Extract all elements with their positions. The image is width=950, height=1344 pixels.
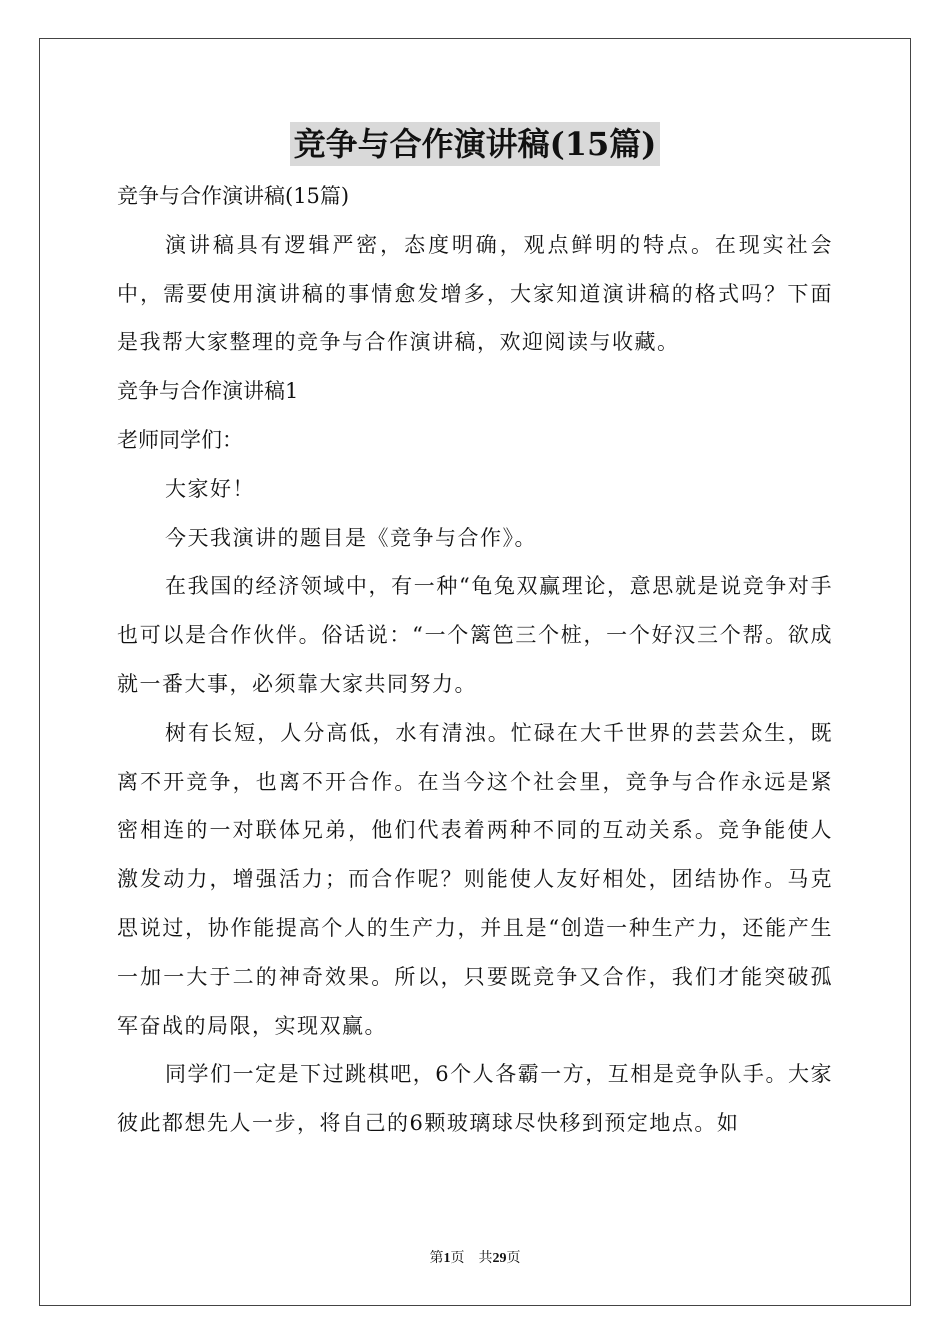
page-footer — [0, 1247, 950, 1267]
document-subtitle: 竞争与合作演讲稿(15篇) — [117, 184, 350, 208]
greeting: 大家好！ — [165, 476, 255, 501]
paragraph-3: 树有长短，人分高低，水有清浊。忙碌在大千世界的芸芸众生，既离不开竞争，也离不开合作。在当今这个社会里，竞争与合作永远是紧密相连的一对联体兄弟，他们代表着两种不同的互动关系。竞争能使人激发动力，增强活力；而合作呢？则能使人友好相处，团结协作。马克思说过，协作能提高个人的生产力，并且是“创造一种生产力，还能产生一加一大于二的神奇效果。所以，只要既竞争又合作，我们才能突破孤军奋战的局限，实现双赢。 — [117, 720, 833, 1038]
footer-prefix: 第 — [429, 1251, 444, 1266]
footer-middle: 页 共 — [450, 1251, 493, 1266]
intro-paragraph: 演讲稿具有逻辑严密，态度明确，观点鲜明的特点。在现实社会中，需要使用演讲稿的事情愈发增多，大家知道演讲稿的格式吗？下面是我帮大家整理的竞争与合作演讲稿，欢迎阅读与收藏。 — [117, 232, 833, 355]
title-wrap — [117, 122, 833, 172]
paragraph-1: 今天我演讲的题目是《竞争与合作》。 — [165, 525, 537, 550]
footer-page-total: 29 — [492, 1251, 507, 1266]
paragraph-2: 在我国的经济领域中，有一种“龟兔双赢理论，意思就是说竞争对手也可以是合作伙伴。俗话说：“一个篱笆三个桩，一个好汉三个帮。欲成就一番大事，必须靠大家共同努力。 — [117, 574, 833, 696]
paragraph-4: 同学们一定是下过跳棋吧，6个人各霸一方，互相是竞争队手。大家彼此都想先人一步，将自己的6颗玻璃球尽快移到预定地点。如 — [117, 1062, 833, 1136]
section-heading: 竞争与合作演讲稿1 — [117, 379, 299, 404]
footer-suffix: 页 — [506, 1251, 521, 1266]
footer-page-number: 1 — [443, 1251, 451, 1266]
salutation: 老师同学们： — [117, 427, 243, 452]
document-title: 竞争与合作演讲稿(15篇) — [290, 122, 661, 166]
document-body — [117, 122, 833, 1148]
